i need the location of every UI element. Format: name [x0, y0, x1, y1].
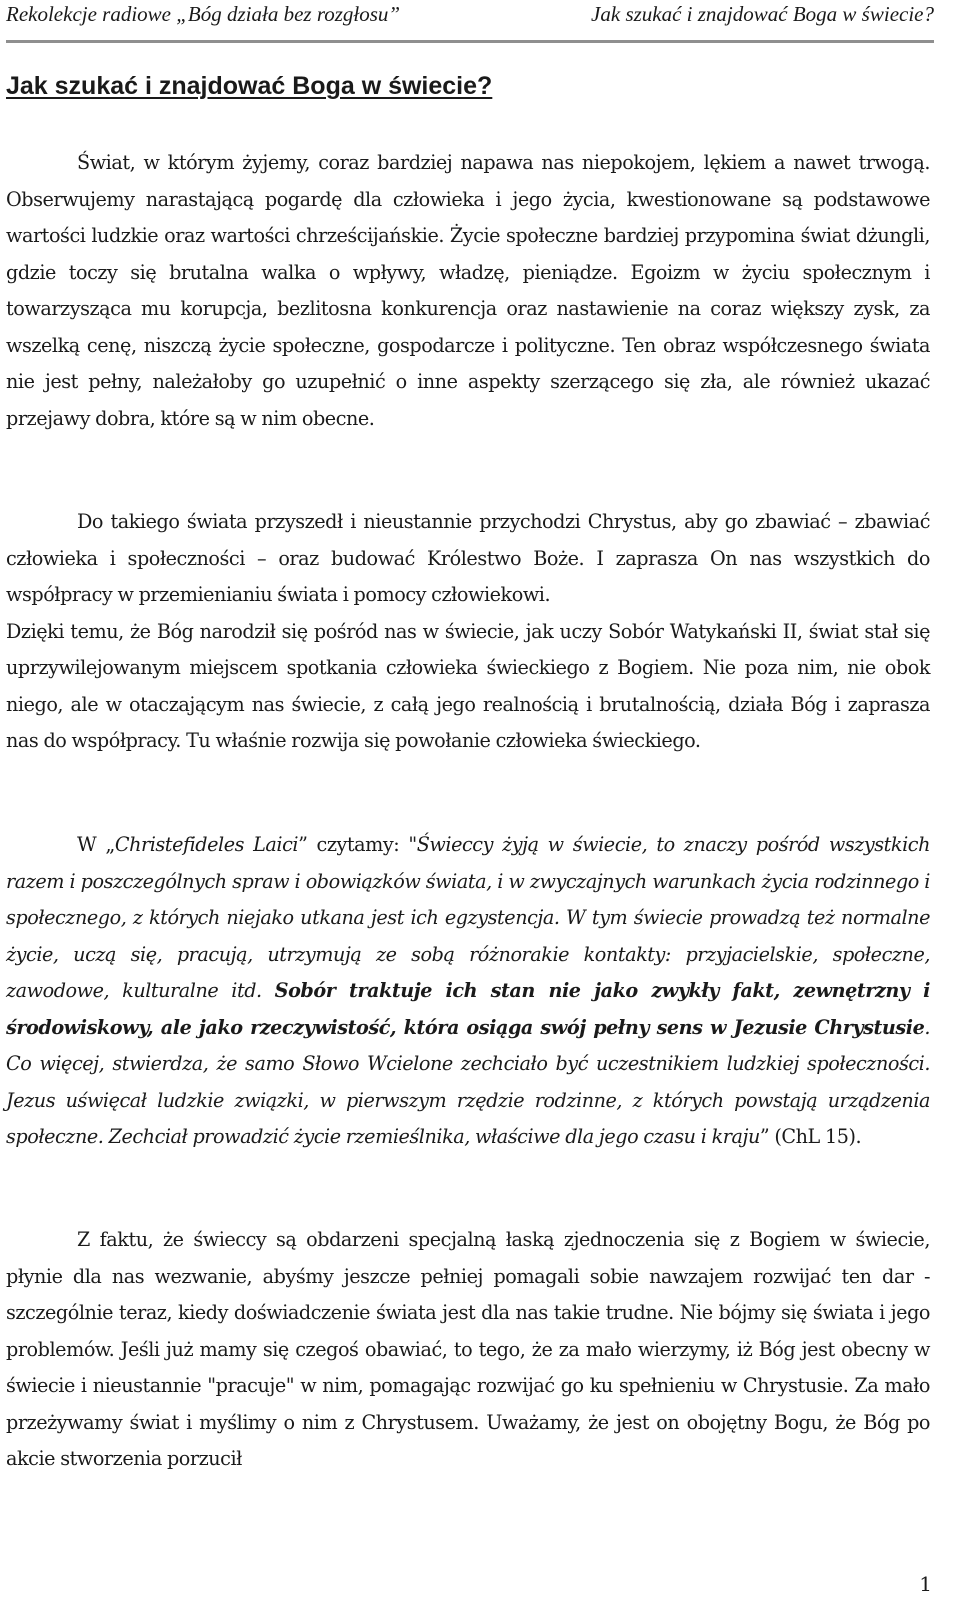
header-divider	[6, 40, 934, 43]
paragraph-3	[6, 827, 930, 1156]
paragraph-4	[6, 1222, 930, 1478]
quote-intro-after: ” czytamy: "	[298, 833, 417, 856]
document-title: Jak szukać i znajdować Boga w świecie?	[6, 72, 493, 100]
paragraph-2-text-b: Dzięki temu, że Bóg narodził się pośród nas w świecie, jak uczy Sobór Watykański II, świat stał się uprzywilejowanym miejscem spotkania człowieka świeckiego z Bogiem. Nie poza nim, nie obok niego, ale w otaczającym nas świecie, z całą jego realnością i brutalnością, działa Bóg i zaprasza nas do współpracy. Tu właśnie rozwija się powołanie człowieka świeckiego.	[6, 619, 930, 752]
header-series-title: Rekolekcje radiowe „Bóg działa bez rozgłosu”	[6, 2, 401, 26]
paragraph-1	[6, 145, 930, 437]
page-number: 1	[919, 1572, 932, 1596]
quote-intro-before: W „	[77, 833, 115, 856]
paragraph-1-text: Świat, w którym żyjemy, coraz bardziej napawa nas niepokojem, lękiem a nawet trwogą. Obserwujemy narastającą pogardę dla człowieka i jego życia, kwestionowane są podstawowe wartości ludzkie oraz wartości chrześcijańskie. Życie społeczne bardziej przypomina świat dżungli, gdzie toczy się brutalna walka o wpływy, władzę, pieniądze. Egoizm w życiu społecznym i towarzysząca mu korupcja, bezlitosna konkurencja oraz nastawienie na coraz większy zysk, za wszelką cenę, niszczą życie społeczne, gospodarcze i polityczne. Ten obraz współczesnego świata nie jest pełny, należałoby go uzupełnić o inne aspekty szerzącego się zła, ale również ukazać przejawy dobra, które są w nim obecne.	[6, 151, 930, 430]
quote-bold-part: Sobór traktuje ich stan nie jako zwykły fakt, zewnętrzny i środowiskowy, ale jako rzeczywistość, która osiąga swój pełny sens w Jezusie Chrystusie	[6, 979, 931, 1039]
quote-italic-part-2: . Co więcej, stwierdza, że samo Słowo Wcielone zechciało być uczestnikiem ludzkiej społeczności. Jezus uświęcał ludzkie związki, w pierwszym rzędzie rodzinne, z których powstają urządzenia społeczne. Zechciał prowadzić życie rzemieślnika, właściwe dla jego czasu i kraju	[6, 1015, 930, 1148]
quote-italic-part-1: Świeccy żyją w świecie, to znaczy pośród wszystkich razem i poszczególnych spraw i obowiązków świata, i w zwyczajnych warunkach życia rodzinnego i społecznego, z których niejako utkana jest ich egzystencja. W tym świecie prowadzą też normalne życie, uczą się, pracują, utrzymują ze sobą różnorakie kontakty: przyjacielskie, społeczne, zawodowe, kulturalne itd.	[6, 833, 930, 1002]
quote-citation: ” (ChL 15).	[759, 1125, 862, 1148]
paragraph-4-text: Z faktu, że świeccy są obdarzeni specjalną łaską zjednoczenia się z Bogiem w świecie, płynie dla nas wezwanie, abyśmy jeszcze pełniej pomagali sobie nawzajem rozwijać ten dar - szczególnie teraz, kiedy doświadczenie świata jest dla nas takie trudne. Nie bójmy się świata i jego problemów. Jeśli już mamy się czegoś obawiać, to tego, że za mało wierzymy, iż Bóg jest obecny w świecie i nieustannie "pracuje" w nim, pomagając rozwijać go ku spełnieniu w Chrystusie. Za mało przeżywamy świat i myślimy o nim z Chrystusem. Uważamy, że jest on obojętny Bogu, że Bóg po akcie stworzenia porzucił	[6, 1228, 930, 1470]
header-chapter-title: Jak szukać i znajdować Boga w świecie?	[591, 2, 934, 26]
paragraph-2	[6, 504, 930, 760]
paragraph-2-text-a: Do takiego świata przyszedł i nieustannie przychodzi Chrystus, aby go zbawiać – zbawiać człowieka i społeczności – oraz budować Królestwo Boże. I zaprasza On nas wszystkich do współpracy w przemienianiu świata i pomocy człowiekowi.	[6, 510, 930, 606]
document-reference: Christefideles Laici	[114, 833, 299, 856]
running-header	[6, 2, 934, 32]
